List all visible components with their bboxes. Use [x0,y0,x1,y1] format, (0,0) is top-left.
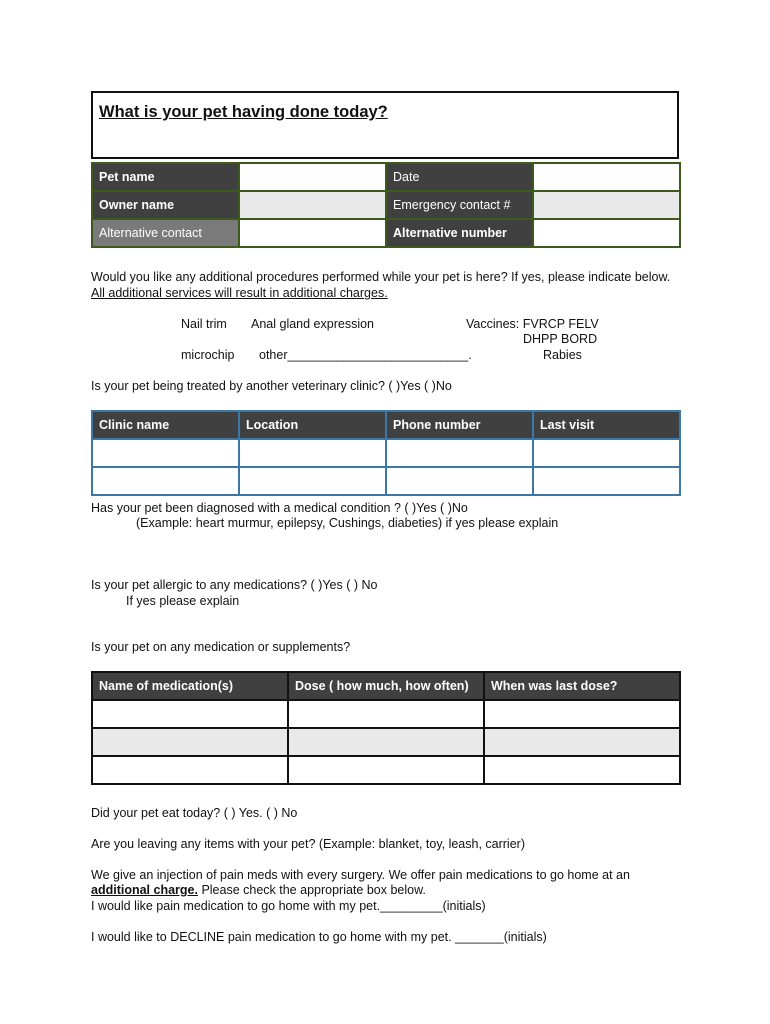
procedures-notice: All additional services will result in additional charges. [91,286,388,300]
clinic-cell[interactable] [386,467,533,495]
pain-decline[interactable]: I would like to DECLINE pain medication to go home with my pet. _______(initials) [91,930,547,944]
option-anal-gland[interactable]: Anal gland expression [251,317,374,331]
option-vaccines-1[interactable]: Vaccines: FVRCP FELV [466,317,599,331]
pain-charge: additional charge. [91,883,198,897]
table-row [92,467,680,495]
pet-name-label: Pet name [92,163,239,191]
medication-cell[interactable] [288,728,484,756]
table-header-row [92,411,680,439]
medication-cell[interactable] [288,700,484,728]
option-nail-trim[interactable]: Nail trim [181,317,227,331]
clinic-table [91,410,681,496]
header-phone-number: Phone number [386,411,533,439]
table-row [92,439,680,467]
pain-check: Please check the appropriate box below. [197,883,426,897]
clinic-cell[interactable] [386,439,533,467]
option-other[interactable]: other__________________________. [259,348,472,362]
clinic-cell[interactable] [239,467,386,495]
procedures-question: Would you like any additional procedures performed while your pet is here? If yes, please indicate below. [91,270,671,284]
pain-accept[interactable]: I would like pain medication to go home with my pet._________(initials) [91,899,486,913]
header-dose: Dose ( how much, how often) [288,672,484,700]
header-last-dose: When was last dose? [484,672,680,700]
table-row [92,700,680,728]
alternative-number-field[interactable] [533,219,680,247]
owner-name-label: Owner name [92,191,239,219]
title-box [91,91,679,159]
table-header-row [92,672,680,700]
option-vaccines-2[interactable]: DHPP BORD [523,332,598,346]
clinic-cell[interactable] [239,439,386,467]
clinic-cell[interactable] [533,439,680,467]
pet-info-table [91,162,681,248]
condition-question[interactable]: Has your pet been diagnosed with a medical condition ? ( )Yes ( )No [91,501,468,515]
emergency-contact-label: Emergency contact # [386,191,533,219]
header-last-visit: Last visit [533,411,680,439]
table-row [92,728,680,756]
medication-cell[interactable] [92,700,288,728]
condition-example: (Example: heart murmur, epilepsy, Cushings, diabeties) if yes please explain [136,516,559,530]
owner-name-field[interactable] [239,191,386,219]
date-label: Date [386,163,533,191]
clinic-cell[interactable] [533,467,680,495]
medication-table [91,671,681,785]
allergy-explain: If yes please explain [126,594,240,608]
pet-name-field[interactable] [239,163,386,191]
medication-cell[interactable] [92,728,288,756]
header-location: Location [239,411,386,439]
alternative-number-label: Alternative number [386,219,533,247]
medication-cell[interactable] [92,756,288,784]
header-clinic-name: Clinic name [92,411,239,439]
pain-charge-line [91,883,426,897]
medication-cell[interactable] [288,756,484,784]
table-row [92,219,680,247]
table-row [92,756,680,784]
table-row [92,191,680,219]
alternative-contact-label: Alternative contact [92,219,239,247]
medication-cell[interactable] [484,756,680,784]
pain-intro: We give an injection of pain meds with every surgery. We offer pain medications to go home at an [91,868,630,882]
medication-cell[interactable] [484,700,680,728]
items-question: Are you leaving any items with your pet? (Example: blanket, toy, leash, carrier) [91,837,525,851]
medication-question: Is your pet on any medication or supplements? [91,640,351,654]
header-medication-name: Name of medication(s) [92,672,288,700]
emergency-contact-field[interactable] [533,191,680,219]
option-rabies[interactable]: Rabies [543,348,582,362]
clinic-cell[interactable] [92,467,239,495]
eat-question[interactable]: Did your pet eat today? ( ) Yes. ( ) No [91,806,298,820]
table-row [92,163,680,191]
clinic-cell[interactable] [92,439,239,467]
medication-cell[interactable] [484,728,680,756]
page-title: What is your pet having done today? [99,103,388,121]
date-field[interactable] [533,163,680,191]
alternative-contact-field[interactable] [239,219,386,247]
allergy-question[interactable]: Is your pet allergic to any medications? ( )Yes ( ) No [91,578,378,592]
other-clinic-question[interactable]: Is your pet being treated by another veterinary clinic? ( )Yes ( )No [91,379,452,393]
option-microchip[interactable]: microchip [181,348,235,362]
